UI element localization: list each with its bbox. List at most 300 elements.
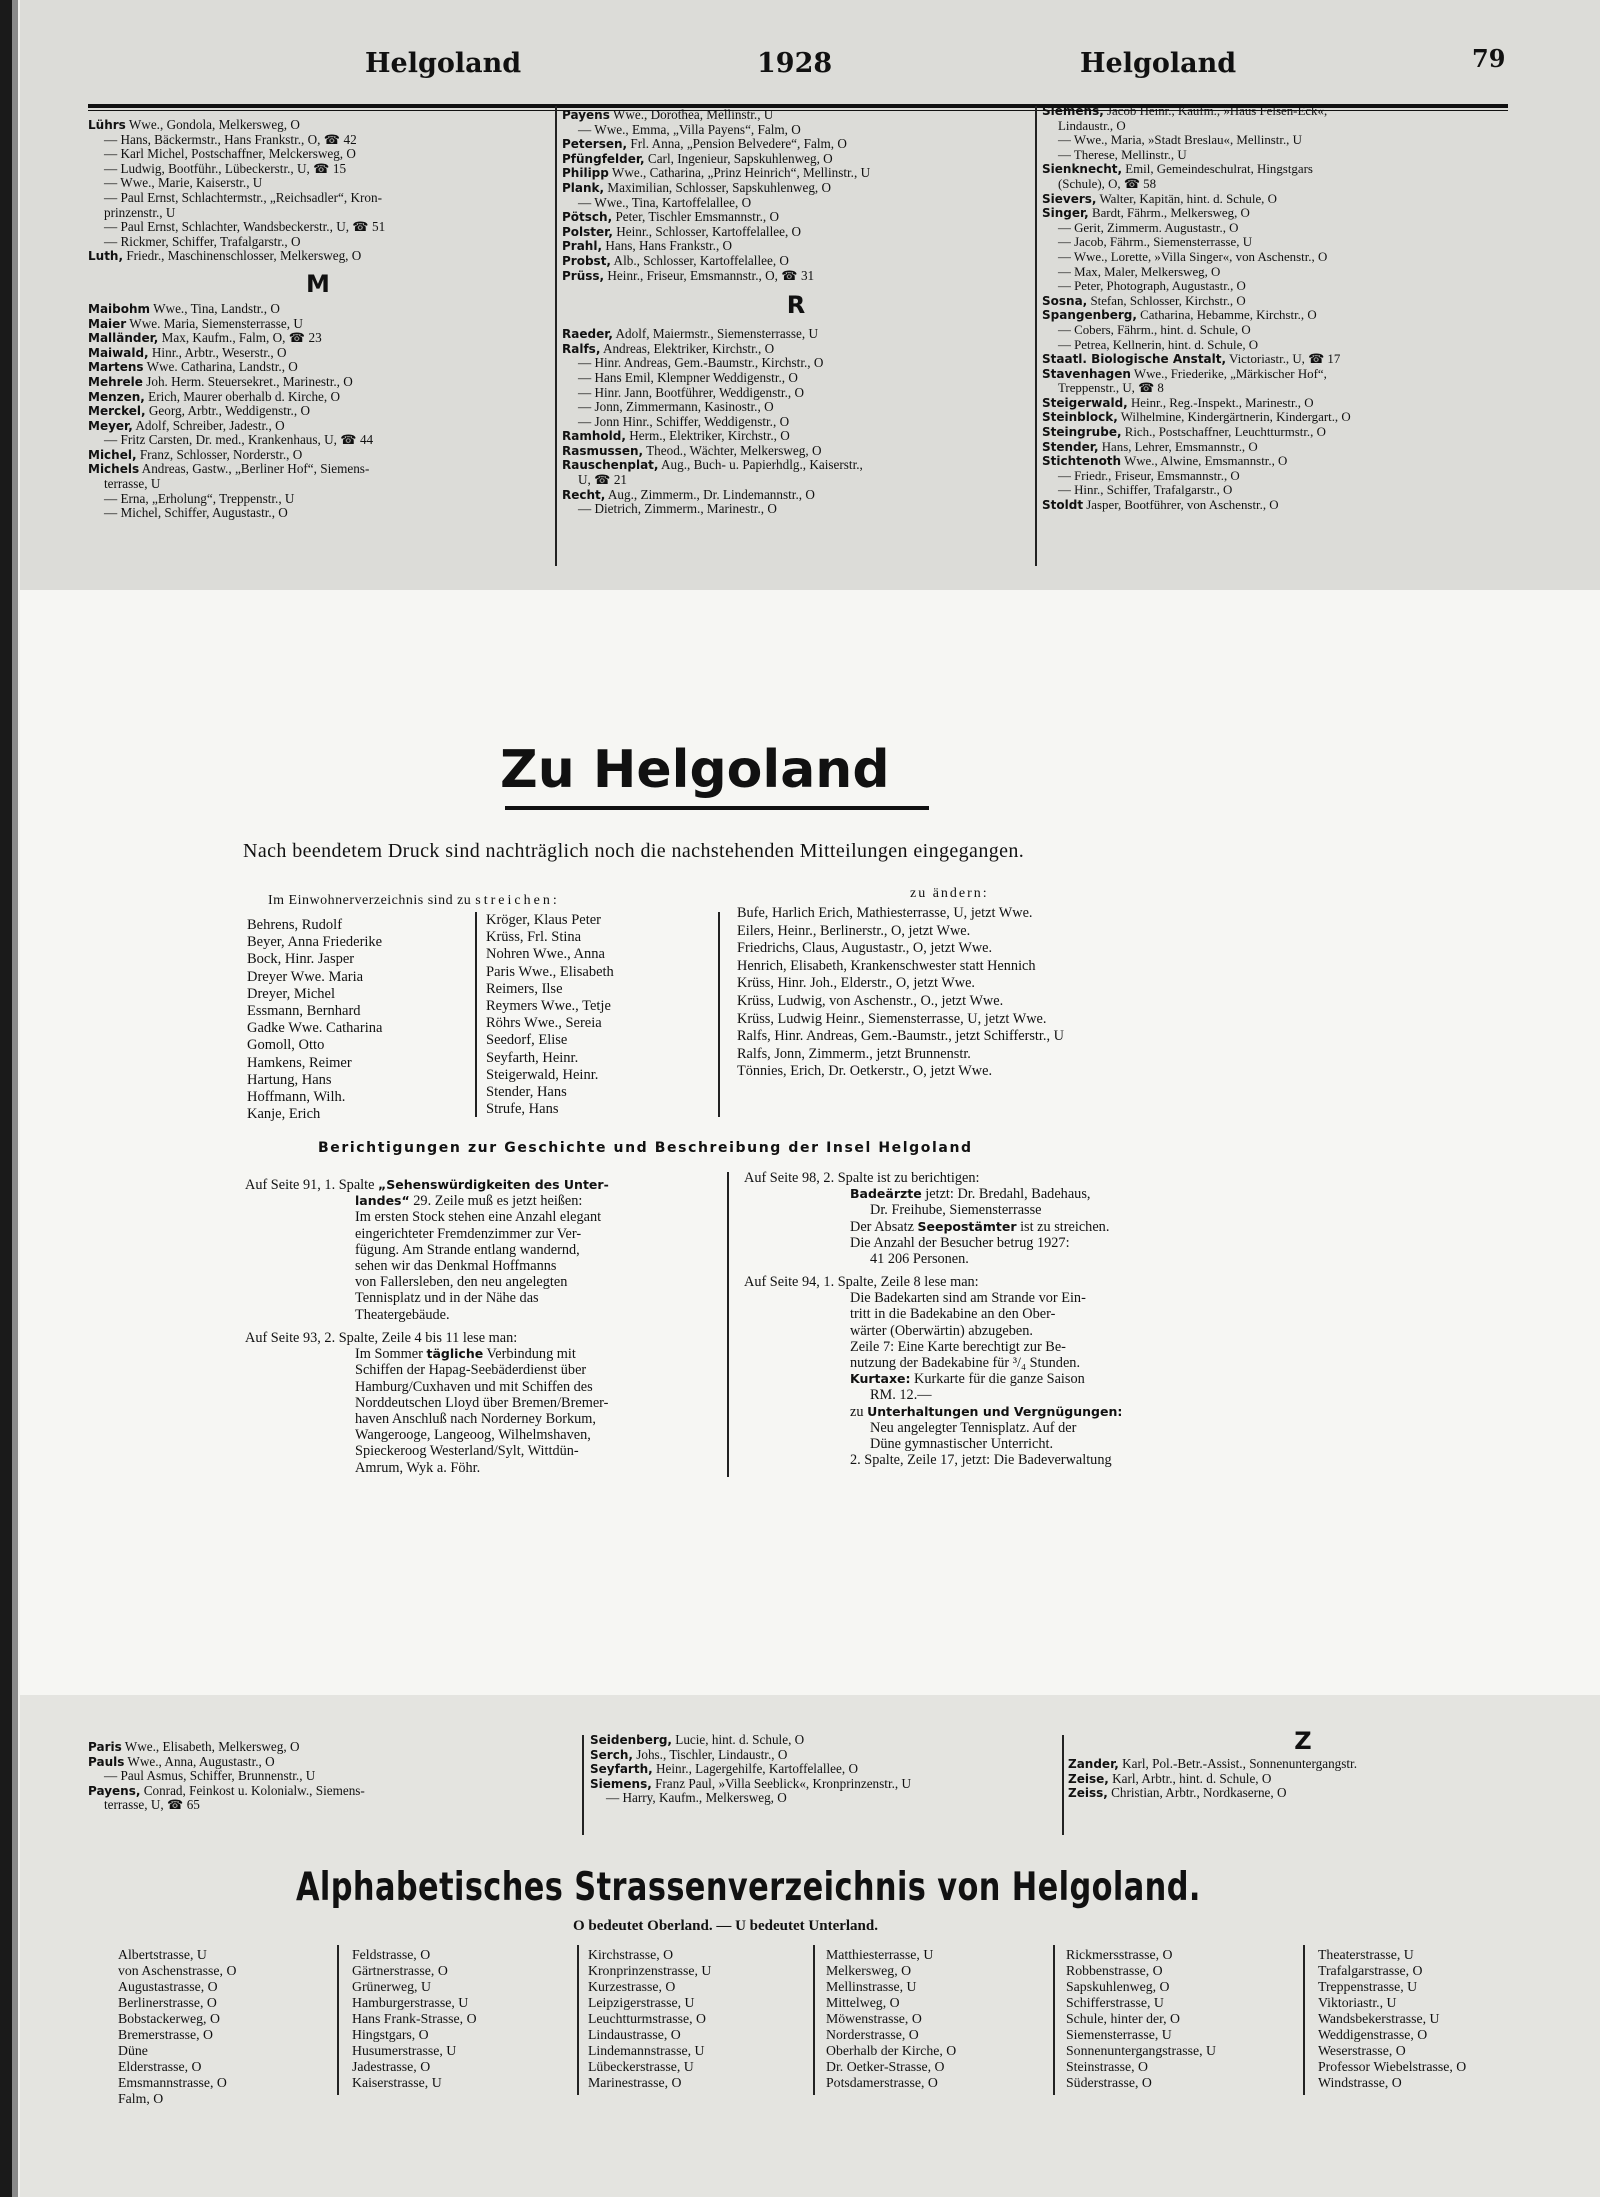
directory-entry [1068, 1772, 1538, 1787]
entry-surname: Stichtenoth [1042, 454, 1122, 469]
directory-entry [562, 196, 1030, 211]
correction-94-unterhaltung [744, 1404, 1122, 1420]
street-entry: Siemensterrasse, U [1066, 2027, 1172, 2042]
entry-details: Karl, Arbtr., hint. d. Schule, O [1108, 1770, 1272, 1786]
entry-surname: Sievers, [1042, 191, 1097, 206]
directory-entry [590, 1762, 1060, 1777]
correction-page-91 [245, 1177, 609, 1323]
street-entry: Düne [118, 2043, 148, 2058]
entry-details: Wilhelmine, Kindergärtnerin, Kindergart., O [1117, 410, 1351, 425]
directory-entry [562, 210, 1030, 225]
text-line: Gomoll, Otto [247, 1037, 325, 1054]
directory-entry [562, 166, 1030, 181]
directory-entry [88, 317, 548, 332]
entry-details: Emil, Gemeindeschulrat, Hingstgars [1122, 162, 1313, 177]
entry-surname: Zander, [1068, 1757, 1119, 1771]
text-line: Seyfarth, Heinr. [486, 1049, 579, 1066]
text-line: Die Badekarten sind am Strande vor Ein- [850, 1290, 1086, 1307]
entry-details: Maximilian, Schlosser, Sapskuhlenweg, O [604, 179, 832, 195]
streichen-heading [268, 893, 560, 909]
directory-entry [88, 492, 548, 507]
directory-entry [88, 390, 548, 405]
street-entry: Gärtnerstrasse, O [352, 1963, 448, 1978]
directory-entry [562, 137, 1030, 152]
correction-98-text2: Dr. Freihube, Siemensterrasse [870, 1202, 1042, 1219]
correction-93-instruction: 2. Spalte, Zeile 4 bis 11 lese man: [324, 1330, 518, 1346]
entry-details: Conrad, Feinkost u. Kolonialw., Siemens- [140, 1782, 365, 1798]
entry-details: Wwe., Elisabeth, Melkersweg, O [121, 1739, 300, 1754]
directory-entry [88, 1740, 558, 1755]
street-entry: Wandsbekerstrasse, U [1318, 2011, 1440, 2026]
directory-entry [1042, 279, 1512, 294]
correction-page-94 [744, 1274, 1122, 1468]
street-entry: Falm, O [118, 2091, 164, 2106]
directory-entry [1042, 338, 1512, 353]
street-entry: Dr. Oetker-Strasse, O [826, 2059, 945, 2074]
directory-entry [88, 346, 548, 361]
street-entry: Weddigenstrasse, O [1318, 2027, 1428, 2042]
text-line: Hoffmann, Wilh. [247, 1089, 346, 1106]
text-line: Dreyer, Michel [247, 985, 335, 1002]
text-line: Krüss, Hinr. Joh., Elderstr., O, jetzt Wwe. [737, 975, 975, 992]
entry-details: Hans, Lehrer, Emsmannstr., O [1098, 439, 1258, 454]
entry-surname: Prüss, [562, 268, 605, 283]
entry-surname: Polster, [562, 224, 613, 239]
text-line: Krüss, Ludwig Heinr., Siemensterrasse, U, jetzt Wwe. [737, 1010, 1047, 1027]
directory-entry [88, 206, 548, 221]
correction-98-line2 [744, 1186, 1109, 1202]
correction-98-line1 [744, 1170, 1109, 1186]
correction-page-93 [245, 1330, 608, 1476]
entry-surname: Recht, [562, 487, 606, 502]
street-divider [813, 1945, 815, 2095]
directory-entry [88, 220, 548, 235]
directory-entry [562, 458, 1030, 473]
entry-surname: Stoldt [1042, 498, 1084, 513]
directory-entry [1042, 308, 1512, 323]
correction-93-body [245, 1362, 608, 1475]
text-line: Reymers Wwe., Tetje [486, 998, 611, 1015]
text-line: Friedrichs, Claus, Augustastr., O, jetzt Wwe. [737, 940, 993, 957]
entry-surname: Merckel, [88, 404, 146, 419]
text-line: Tennisplatz und in der Nähe das [355, 1290, 539, 1307]
entry-details: — Wwe., Lorette, »Villa Singer«, von Aschenstr., O [1058, 249, 1328, 264]
street-entry: Schule, hinter der, O [1066, 2011, 1181, 2026]
entry-details: Heinr., Friseur, Emsmannstr., O, ☎ 31 [604, 267, 815, 283]
text-line: Steigerwald, Heinr. [486, 1066, 599, 1083]
bottom-divider [582, 1735, 584, 1835]
correction-93-bold: tägliche [426, 1346, 484, 1362]
street-entry: Kurzestrasse, O [588, 1979, 676, 1994]
directory-entry [88, 249, 548, 264]
entry-details: — Gerit, Zimmerm. Augustastr., O [1058, 220, 1239, 235]
street-entry: Feldstrasse, O [352, 1947, 431, 1962]
street-index-title: Alphabetisches Strassenverzeichnis von Helgoland. [296, 1865, 1201, 1910]
street-entry: Sonnenuntergangstrasse, U [1066, 2043, 1216, 2058]
entry-details: Frl. Anna, „Pension Belvedere“, Falm, O [627, 136, 847, 152]
entry-surname: Stender, [1042, 439, 1099, 454]
correction-93-label: Auf Seite 93, [245, 1330, 321, 1346]
entry-details: Bardt, Fährm., Melkersweg, O [1088, 206, 1250, 221]
correction-91-section-end: landes“ [355, 1193, 410, 1209]
street-entry: Lübeckerstrasse, U [588, 2059, 694, 2074]
text-line: Hartung, Hans [247, 1071, 332, 1088]
entries-m [88, 302, 548, 521]
entry-surname: Pfüngfelder, [562, 151, 645, 166]
street-column-4 [826, 1947, 956, 2091]
entry-details: Alb., Schlosser, Kartoffelallee, O [610, 252, 789, 268]
entry-surname: Pauls [88, 1754, 125, 1769]
entry-surname: Michels [88, 462, 140, 477]
directory-column-2 [562, 108, 1030, 517]
street-entry: Matthiesterrasse, U [826, 1947, 934, 1962]
entry-details: — Hans Emil, Klempner Weddigenstr., O [578, 369, 798, 385]
street-entry: von Aschenstrasse, O [118, 1963, 237, 1978]
entry-details: Georg, Arbtr., Weddigenstr., O [145, 403, 310, 419]
directory-entry [88, 1798, 558, 1813]
text-line: wärter (Oberwärtin) abzugeben. [850, 1322, 1033, 1339]
street-entry: Bremerstrasse, O [118, 2027, 214, 2042]
street-column-5 [1066, 1947, 1216, 2091]
entries-s [1042, 104, 1512, 513]
correction-93-line2 [245, 1346, 608, 1362]
street-entry: Steinstrasse, O [1066, 2059, 1149, 2074]
directory-entry [88, 191, 548, 206]
aendern-divider [718, 912, 720, 1117]
street-entry: Berlinerstrasse, O [118, 1995, 217, 2010]
entry-details: Karl, Pol.-Betr.-Assist., Sonnenuntergangstr. [1118, 1756, 1358, 1771]
directory-entry [1042, 162, 1512, 177]
corrections-divider [727, 1172, 729, 1477]
directory-entry [562, 488, 1030, 503]
correction-98-text4: Die Anzahl der Besucher betrug 1927: [850, 1234, 1070, 1251]
text-line: Gadke Wwe. Catharina [247, 1020, 383, 1037]
letter-heading-m: M [306, 269, 330, 298]
directory-entry [1042, 498, 1512, 513]
correction-91-label: Auf Seite 91, [245, 1177, 321, 1193]
street-entry: Jadestrasse, O [352, 2059, 431, 2074]
text-line: Dreyer Wwe. Maria [247, 968, 364, 985]
entry-surname: Seidenberg, [590, 1733, 672, 1747]
entry-details: (Schule), O, ☎ 58 [1058, 176, 1157, 191]
street-divider [337, 1945, 339, 2095]
text-line: Kröger, Klaus Peter [486, 912, 601, 928]
entry-details: Friedr., Maschinenschlosser, Melkersweg, O [123, 248, 362, 264]
directory-entry [88, 162, 548, 177]
text-line: Behrens, Rudolf [247, 917, 343, 933]
letter-heading-r: R [786, 291, 806, 320]
street-entry: Grünerweg, U [352, 1979, 431, 1994]
correction-page-98 [744, 1170, 1109, 1267]
entry-details: terrasse, U, ☎ 65 [104, 1797, 200, 1813]
streichen-heading-spaced: streichen: [475, 893, 560, 908]
directory-entry [88, 147, 548, 162]
street-entry: Leuchtturmstrasse, O [588, 2011, 707, 2026]
directory-entry [88, 176, 548, 191]
street-entry: Hans Frank-Strasse, O [352, 2011, 477, 2026]
text-line: Kanje, Erich [247, 1106, 321, 1123]
text-line: Seedorf, Elise [486, 1032, 568, 1049]
entry-details: Hans, Hans Frankstr., O [602, 238, 733, 254]
entry-details: Wwe., Gondola, Melkersweg, O [125, 117, 300, 132]
entry-details: prinzenstr., U [104, 204, 176, 220]
entry-details: Wwe. Catharina, Landstr., O [143, 359, 298, 375]
entry-details: Wwe., Tina, Landstr., O [150, 300, 280, 316]
text-line: Paris Wwe., Elisabeth [486, 963, 614, 980]
text-line: Wangerooge, Langeoog, Wilhelmshaven, [355, 1427, 591, 1444]
entry-details: — Karl Michel, Postschaffner, Melckersweg, O [104, 146, 356, 162]
correction-94-instruction: 1. Spalte, Zeile 8 lese man: [823, 1274, 979, 1290]
correction-94-text1: Kurkarte für die ganze Saison [910, 1371, 1085, 1388]
directory-entry [562, 181, 1030, 196]
directory-entry [562, 239, 1030, 254]
entry-surname: Malländer, [88, 331, 159, 346]
directory-entry [1042, 483, 1512, 498]
entry-details: Theod., Wächter, Melkersweg, O [643, 442, 822, 458]
entry-details: Carl, Ingenieur, Sapskuhlenweg, O [644, 150, 833, 166]
entry-surname: Rasmussen, [562, 443, 644, 458]
header-right-title: Helgoland [1080, 48, 1237, 79]
entry-details: — Erna, „Erholung“, Treppenstr., U [104, 490, 295, 506]
streichen-list-b [486, 912, 614, 1118]
page-number: 79 [1472, 44, 1506, 73]
street-entry: Sapskuhlenweg, O [1066, 1979, 1170, 1994]
text-line: Bufe, Harlich Erich, Mathiesterrasse, U, jetzt Wwe. [737, 905, 1033, 921]
street-entry: Oberhalb der Kirche, O [826, 2043, 957, 2058]
entry-details: — Michel, Schiffer, Augustastr., O [104, 505, 288, 521]
entry-surname: Luth, [88, 249, 124, 264]
directory-entry [562, 123, 1030, 138]
street-divider [577, 1945, 579, 2095]
corrections-title: Berichtigungen zur Geschichte und Beschreibung der Insel Helgoland [318, 1140, 973, 1156]
entry-surname: Maibohm [88, 301, 151, 316]
correction-98-instruction: 2. Spalte ist zu berichtigen: [823, 1170, 980, 1186]
street-entry: Möwenstrasse, O [826, 2011, 922, 2026]
entry-details: — Paul Ernst, Schlachter, Wandsbeckerstr., U, ☎ 51 [104, 219, 386, 235]
entry-details: Herm., Elektriker, Kirchstr., O [625, 428, 790, 444]
correction-94-line1 [744, 1274, 1122, 1290]
entry-details: — Max, Maler, Melkersweg, O [1058, 264, 1221, 279]
directory-entry [1042, 396, 1512, 411]
street-entry: Leipzigerstrasse, U [588, 1995, 695, 2010]
correction-91-column: 1. Spalte [324, 1177, 375, 1193]
directory-entry [88, 133, 548, 148]
correction-91-instruction: 29. Zeile muß es jetzt heißen: [409, 1193, 583, 1210]
street-entry: Rickmersstrasse, O [1066, 1947, 1173, 1962]
street-entry: Elderstrasse, O [118, 2059, 202, 2074]
directory-entry [1068, 1757, 1538, 1772]
entry-details: Wwe., Dorothea, Mellinstr., U [609, 107, 774, 122]
entry-details: Lindaustr., O [1058, 118, 1126, 133]
entry-surname: Philipp [562, 166, 609, 181]
street-entry: Professor Wiebelstrasse, O [1318, 2059, 1467, 2074]
directory-entry [1042, 323, 1512, 338]
text-line: Krüss, Ludwig, von Aschenstr., O., jetzt Wwe. [737, 992, 1004, 1009]
directory-entry [1042, 133, 1512, 148]
entry-details: — Cobers, Fährm., hint. d. Schule, O [1058, 322, 1251, 337]
entry-surname: Raeder, [562, 327, 613, 342]
text-line: Nohren Wwe., Anna [486, 946, 605, 963]
entry-surname: Serch, [590, 1747, 633, 1762]
street-entry: Mittelweg, O [826, 1995, 900, 2010]
entry-details: — Jacob, Fährm., Siemensterrasse, U [1058, 235, 1253, 250]
directory-entry [88, 1769, 558, 1784]
aendern-heading: zu ändern: [910, 886, 989, 901]
directory-entry [88, 375, 548, 390]
directory-entry [562, 108, 1030, 123]
correction-98-text1: jetzt: Dr. Bredahl, Badehaus, [921, 1186, 1091, 1203]
entry-details: Max, Kaufm., Falm, O, ☎ 23 [158, 330, 322, 346]
directory-entry [1042, 381, 1512, 396]
directory-entry [1042, 206, 1512, 221]
entries-l [88, 118, 548, 264]
street-entry: Kaiserstrasse, U [352, 2075, 442, 2090]
entry-details: — Fritz Carsten, Dr. med., Krankenhaus, U, ☎ 44 [104, 432, 374, 448]
text-line: nutzung der Badekabine für ³/₄ Stunden. [850, 1355, 1081, 1372]
entry-details: Joh. Herm. Steuersekret., Marinestr., O [142, 373, 353, 389]
entry-surname: Steinblock, [1042, 410, 1118, 425]
directory-entry [1042, 192, 1512, 207]
entry-surname: Zeise, [1068, 1771, 1109, 1786]
letter-heading-z: Z [1294, 1727, 1312, 1755]
directory-entry [1042, 177, 1512, 192]
header-left-title: Helgoland [365, 48, 522, 79]
street-entry: Robbenstrasse, O [1066, 1963, 1163, 1978]
text-line: Hamburg/Cuxhaven und mit Schiffen des [355, 1378, 593, 1395]
street-entry: Süderstrasse, O [1066, 2075, 1152, 2090]
entry-surname: Pötsch, [562, 210, 613, 225]
entry-details: — Paul Asmus, Schiffer, Brunnenstr., U [104, 1768, 316, 1784]
entry-surname: Sosna, [1042, 293, 1088, 308]
entry-details: — Wwe., Maria, »Stadt Breslau«, Mellinstr., U [1058, 133, 1302, 148]
directory-entry [88, 477, 548, 492]
directory-entry [562, 371, 1030, 386]
text-line: Krüss, Frl. Stina [486, 929, 582, 946]
entry-details: Wwe., Alwine, Emsmannstr., O [1121, 454, 1288, 469]
insert-title: Zu Helgoland [500, 740, 890, 800]
street-entry: Potsdamerstrasse, O [826, 2075, 938, 2090]
text-line: Schiffen der Hapag-Seebäderdienst über [355, 1362, 587, 1379]
directory-entry [88, 433, 548, 448]
correction-93-text-a: Im Sommer [355, 1346, 427, 1363]
street-column-3 [588, 1947, 711, 2091]
street-entry: Kirchstrasse, O [588, 1947, 674, 1962]
entry-details: Hinr., Arbtr., Weserstr., O [148, 344, 287, 360]
entry-details: Treppenstr., U, ☎ 8 [1058, 381, 1164, 396]
text-line: Ralfs, Hinr. Andreas, Gem.-Baumstr., jetzt Schifferstr., U [737, 1028, 1064, 1045]
directory-entry [88, 302, 548, 317]
directory-entry [88, 1784, 558, 1799]
entry-details: Wwe., Anna, Augustastr., O [124, 1753, 275, 1769]
text-line: Essmann, Bernhard [247, 1003, 361, 1020]
directory-entry [1068, 1786, 1538, 1801]
entry-details: — Petrea, Kellnerin, hint. d. Schule, O [1058, 337, 1259, 352]
street-entry: Hingstgars, O [352, 2027, 429, 2042]
text-line: Im ersten Stock stehen eine Anzahl elegant [355, 1209, 602, 1226]
entry-details: Heinr., Schlosser, Kartoffelallee, O [612, 223, 802, 239]
text-line: eingerichteter Fremdenzimmer zur Ver- [355, 1225, 582, 1242]
bottom-column-3 [1068, 1725, 1538, 1801]
correction-98-text3a: Der Absatz [850, 1218, 918, 1235]
street-entry: Treppenstrasse, U [1318, 1979, 1418, 1994]
entry-details: — Hinr., Schiffer, Trafalgarstr., O [1058, 483, 1233, 498]
entry-details: Wwe., Friederike, „Märkischer Hof“, [1130, 366, 1327, 381]
entry-details: Catharina, Hebamme, Kirchstr., O [1136, 308, 1317, 323]
entry-surname: Steingrube, [1042, 425, 1122, 440]
correction-94-bold1: Kurtaxe: [850, 1371, 911, 1387]
entry-details: Andreas, Elektriker, Kirchstr., O [600, 340, 775, 356]
entry-surname: Maier [88, 316, 127, 331]
entry-surname: Staatl. Biologische Anstalt, [1042, 352, 1227, 367]
street-entry: Hamburgerstrasse, U [352, 1995, 469, 2010]
correction-98-bold1: Badeärzte [850, 1186, 922, 1202]
text-line: Eilers, Heinr., Berlinerstr., O, jetzt Wwe. [737, 922, 971, 939]
street-entry: Norderstrasse, O [826, 2027, 919, 2042]
entry-details: Walter, Kapitän, hint. d. Schule, O [1096, 191, 1277, 206]
entry-details: Jasper, Bootführer, von Aschenstr., O [1083, 498, 1279, 513]
entry-details: Heinr., Reg.-Inspekt., Marinestr., O [1127, 395, 1314, 410]
entry-surname: Payens [562, 108, 610, 122]
directory-entry [1042, 148, 1512, 163]
directory-entry [590, 1733, 1060, 1748]
insert-intro: Nach beendetem Druck sind nachträglich noch die nachstehenden Mitteilungen eingegangen. [243, 840, 1025, 862]
correction-91-line2 [245, 1193, 609, 1209]
street-entry: Trafalgarstrasse, O [1318, 1963, 1423, 1978]
entry-details: Johs., Tischler, Lindaustr., O [632, 1746, 788, 1762]
entry-details: Rich., Postschaffner, Leuchtturmstr., O [1121, 425, 1326, 440]
street-column-2 [352, 1947, 477, 2091]
directory-entry [562, 269, 1030, 284]
entry-details: Wwe. Maria, Siemensterrasse, U [126, 315, 303, 331]
correction-94-label: Auf Seite 94, [744, 1274, 820, 1290]
street-entry: Emsmannstrasse, O [118, 2075, 227, 2090]
entry-details: — Hans, Bäckermstr., Hans Frankstr., O, ☎ 42 [104, 131, 357, 147]
entry-details: — Ludwig, Bootführ., Lübeckerstr., U, ☎ 15 [104, 160, 347, 176]
text-line: Norddeutschen Lloyd über Bremen/Bremer- [355, 1394, 609, 1411]
directory-entry [88, 118, 548, 133]
directory-entry [1042, 221, 1512, 236]
entry-details: Franz, Schlosser, Norderstr., O [136, 446, 303, 462]
text-line: Amrum, Wyk a. Föhr. [355, 1459, 481, 1476]
entry-surname: Siemens, [590, 1776, 652, 1791]
street-entry: Kronprinzenstrasse, U [588, 1963, 712, 1978]
entry-details: — Jonn Hinr., Schiffer, Weddigenstr., O [578, 413, 790, 429]
entry-details: Lucie, hint. d. Schule, O [671, 1732, 805, 1747]
entry-surname: Mehrele [88, 374, 143, 389]
street-entry: Lindemannstrasse, U [588, 2043, 705, 2058]
entry-details: — Hinr. Jann, Bootführer, Weddigenstr., O [578, 384, 804, 400]
text-line: Stender, Hans [486, 1084, 567, 1101]
directory-entry [1042, 235, 1512, 250]
street-entry: Weserstrasse, O [1318, 2043, 1406, 2058]
directory-entry [562, 152, 1030, 167]
directory-entry [88, 404, 548, 419]
entry-details: — Dietrich, Zimmerm., Marinestr., O [578, 501, 777, 517]
text-line: haven Anschluß nach Norderney Borkum, [355, 1411, 597, 1428]
entry-surname: Plank, [562, 180, 605, 195]
entry-details: Aug., Buch- u. Papierhdlg., Kaiserstr., [658, 457, 863, 473]
correction-91-line1 [245, 1177, 609, 1193]
entry-surname: Spangenberg, [1042, 308, 1137, 323]
correction-94-text4: Neu angelegter Tennisplatz. Auf der [870, 1419, 1077, 1436]
directory-entry [1042, 104, 1512, 119]
correction-94-text2: RM. 12.— [870, 1387, 932, 1404]
directory-entry [1042, 454, 1512, 469]
text-line: fügung. Am Strande entlang wandernd, [355, 1241, 580, 1258]
streichen-divider [475, 912, 477, 1117]
correction-98-text5: 41 206 Personen. [870, 1251, 969, 1268]
entry-details: Adolf, Maiermstr., Siemensterrasse, U [612, 326, 819, 342]
